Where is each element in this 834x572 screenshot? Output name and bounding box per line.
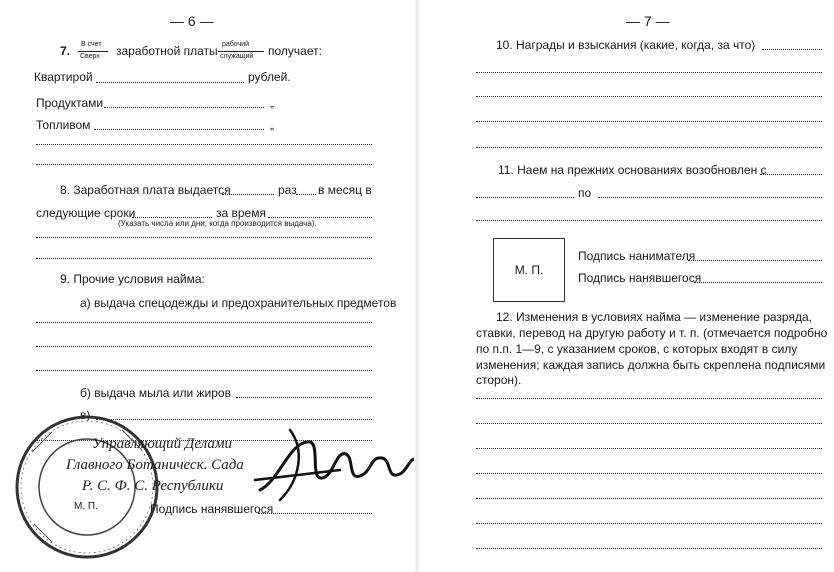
fill-line xyxy=(96,82,244,83)
section-11-text: 11. Наем на прежних основаниях возобновлен с xyxy=(498,163,767,177)
fill-line xyxy=(36,258,372,259)
section-8-text-a: 8. Заработная плата выдается xyxy=(60,183,231,197)
section-12-line3: по п.п. 1—9, с указанием сроков, с которых входят в силу xyxy=(476,342,798,356)
section-10-text: 10. Награды и взыскания (какие, когда, за что) xyxy=(496,38,756,52)
fill-line xyxy=(132,217,212,218)
signer-label: Подпись нанявшегося xyxy=(150,502,274,516)
fill-line xyxy=(94,129,264,130)
fill-line xyxy=(476,121,822,122)
fill-line xyxy=(222,194,274,195)
employee-signature-label: Подпись нанявшегося xyxy=(578,271,702,285)
fraction-top-worker: рабочий xyxy=(222,41,250,48)
fill-line xyxy=(760,174,822,175)
section-12-line4: изменения; каждая запись должна быть скреплена подписями xyxy=(476,358,826,372)
fill-line xyxy=(36,144,372,145)
stamp-mp: М. П. xyxy=(74,501,98,512)
fraction-bar xyxy=(218,51,264,52)
fill-line xyxy=(104,107,264,108)
row-label-food: Продуктами xyxy=(36,96,104,110)
fraction-top-vschet: В счет xyxy=(81,41,102,48)
section-11-po: по xyxy=(578,186,592,200)
sign-title-line2: Главного Ботаническ. Сада xyxy=(66,457,244,473)
page-gutter xyxy=(414,0,420,572)
employer-signature-label: Подпись нанимателя xyxy=(578,249,696,263)
row-suffix-ditto: „ xyxy=(270,96,274,110)
fill-line xyxy=(476,220,822,221)
row-suffix-ditto: „ xyxy=(270,118,274,132)
page-number-left: — 6 — xyxy=(170,13,214,29)
fill-line xyxy=(476,72,822,73)
fill-line xyxy=(476,423,822,424)
fill-line xyxy=(476,498,822,499)
fill-line xyxy=(688,260,822,261)
handwritten-signature xyxy=(250,420,420,510)
fill-line xyxy=(476,523,822,524)
fill-line xyxy=(476,197,574,198)
section-9-item-v: в) xyxy=(80,408,91,422)
fill-line xyxy=(36,164,372,165)
sign-title-line3: Р. С. Ф. С. Республики xyxy=(82,478,224,494)
fill-line xyxy=(476,473,822,474)
section-9-item-b: б) выдача мыла или жиров xyxy=(80,386,231,400)
fill-line xyxy=(236,397,372,398)
section-8-text-b: раз xyxy=(278,183,297,197)
fill-line xyxy=(476,448,822,449)
fill-line xyxy=(36,237,372,238)
section-12-line2: ставки, перевод на другую работу и т. п. (отмечается подробно xyxy=(476,326,828,340)
section-9-item-a: а) выдача спецодежды и предохранительных предметов xyxy=(80,296,397,310)
row-label-housing: Квартирой xyxy=(34,70,93,84)
sign-title-line1: Управляющий Делами xyxy=(92,436,232,452)
fill-line xyxy=(258,513,372,514)
section-8-note: (Указать числа или дни, когда производится выдача). xyxy=(118,219,317,228)
fraction-bottom-employee: служащий xyxy=(220,53,254,60)
fill-line xyxy=(36,322,372,323)
fill-line xyxy=(268,217,372,218)
fraction-bar xyxy=(78,51,108,52)
fill-line xyxy=(476,548,822,549)
fill-line xyxy=(36,346,372,347)
fill-line xyxy=(762,49,822,50)
fill-line xyxy=(476,398,822,399)
fill-line xyxy=(296,194,316,195)
fill-line xyxy=(598,197,822,198)
section-8-text-c: в месяц в xyxy=(318,183,372,197)
section-12-line5: сторон). xyxy=(476,373,522,387)
fill-line xyxy=(694,282,822,283)
section-7-number: 7. xyxy=(60,44,71,58)
section-7-end: получает: xyxy=(268,44,322,58)
page-number-right: — 7 — xyxy=(626,13,670,29)
section-9-title: 9. Прочие условия найма: xyxy=(60,272,205,286)
seal-label: М. П. xyxy=(514,263,544,277)
fraction-bottom-sverkh: Сверх xyxy=(80,53,100,60)
row-label-fuel: Топливом xyxy=(36,118,91,132)
fill-line xyxy=(476,147,822,148)
section-7-text: заработной платы xyxy=(116,44,218,58)
section-8-text-e: за время xyxy=(216,206,266,220)
row-suffix-rubles: рублей. xyxy=(248,70,291,84)
section-8-text-d: следующие сроки xyxy=(36,206,136,220)
section-12-line1: 12. Изменения в условиях найма — изменение разряда, xyxy=(496,310,812,324)
fill-line xyxy=(36,370,372,371)
seal-placeholder-box xyxy=(493,238,565,302)
fill-line xyxy=(476,96,822,97)
